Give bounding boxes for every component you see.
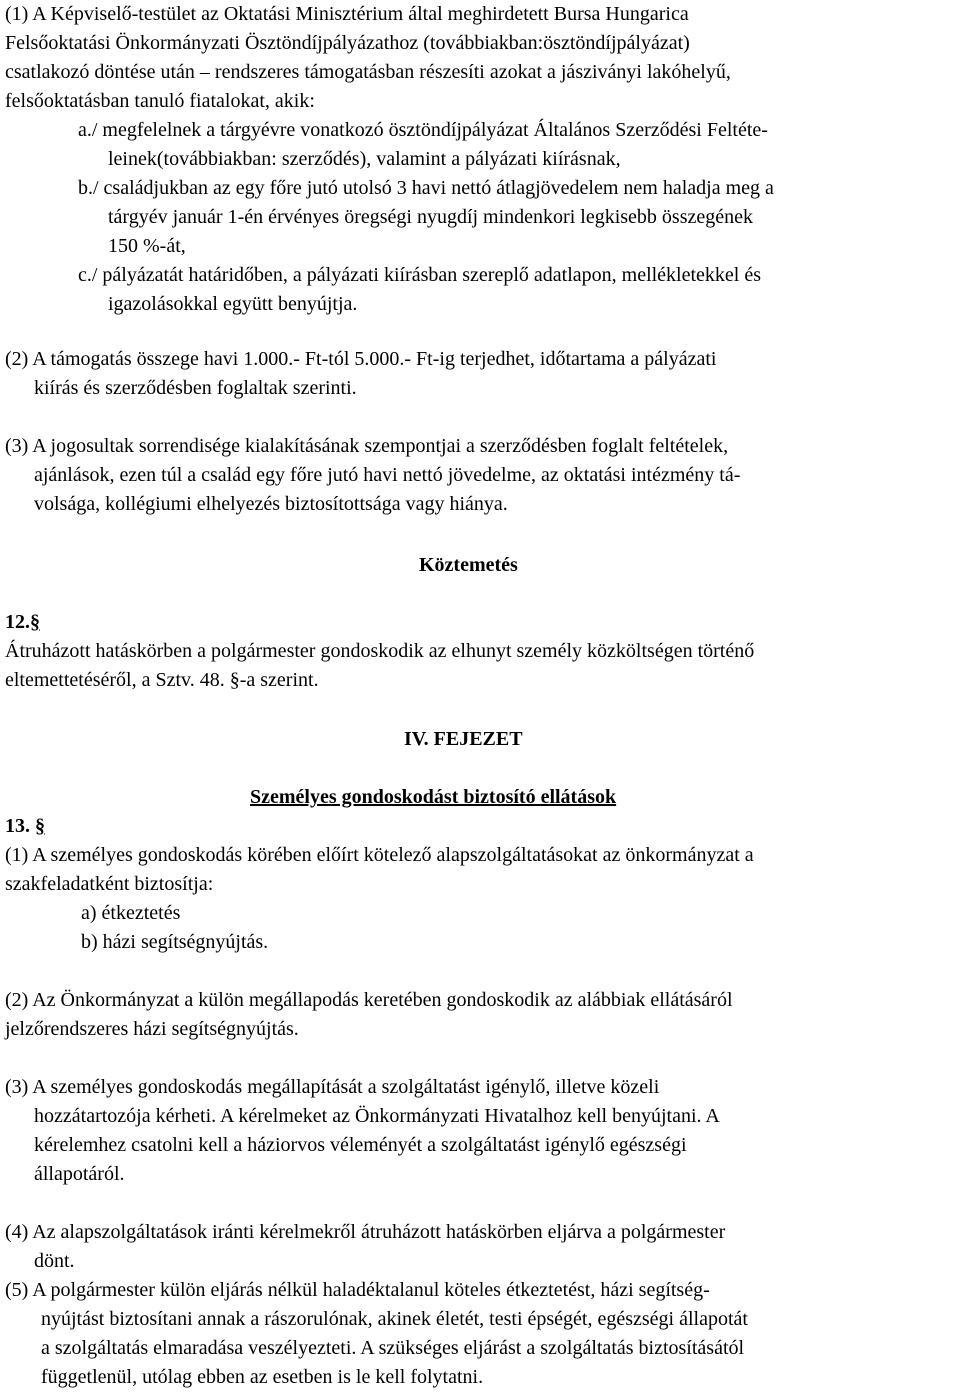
text-line: volsága, kollégiumi elhelyezés biztosítottsága vagy hiánya. bbox=[34, 493, 508, 515]
paragraph-3 bbox=[5, 432, 957, 519]
text-line: szakfeladatként biztosítja: bbox=[5, 873, 214, 895]
section-title-koztemetes: Köztemetés bbox=[419, 554, 518, 576]
text-line: (3) A személyes gondoskodás megállapítását a szolgáltatást igénylő, illetve közeli bbox=[5, 1076, 660, 1098]
section-13-p4 bbox=[5, 1218, 957, 1276]
text-line: kérelemhez csatolni kell a háziorvos véleményét a szolgáltatást igénylő egészségi bbox=[34, 1134, 687, 1156]
item-b bbox=[78, 174, 958, 261]
text-line: b./ családjukban az egy főre jutó utolsó 3 havi nettó átlagjövedelem nem haladja meg a bbox=[78, 177, 774, 199]
section-13-p5 bbox=[5, 1276, 957, 1392]
text-line: (5) A polgármester külön eljárás nélkül haladéktalanul köteles étkeztetést, házi segítség- bbox=[5, 1279, 710, 1301]
text-line: (1) A személyes gondoskodás körében előírt kötelező alapszolgáltatásokat az önkormányzat a bbox=[5, 844, 754, 866]
text-line: tárgyév január 1-én érvényes öregségi nyugdíj mindenkori legkisebb összegének bbox=[108, 206, 753, 228]
text-line: ajánlások, ezen túl a család egy főre jutó havi nettó jövedelme, az oktatási intézmény tá- bbox=[34, 464, 741, 486]
text-line: a szolgáltatás elmaradása veszélyezteti. A szükséges eljárást a szolgáltatás biztosításától bbox=[41, 1337, 745, 1359]
list-item: b) házi segítségnyújtás. bbox=[81, 931, 269, 953]
section-symbol: § bbox=[35, 815, 45, 837]
text-line: felsőoktatásban tanuló fiatalokat, akik: bbox=[5, 90, 315, 112]
text-line: 150 %-át, bbox=[108, 235, 186, 257]
list-item: a) étkeztetés bbox=[81, 902, 181, 924]
text-line: függetlenül, utólag ebben az esetben is le kell folytatni. bbox=[41, 1366, 484, 1388]
item-a bbox=[78, 116, 958, 174]
text-line: (2) A támogatás összege havi 1.000.- Ft-tól 5.000.- Ft-ig terjedhet, időtartama a pályázati bbox=[5, 348, 717, 370]
text-line: nyújtást biztosítani annak a rászorulónak, akinek életét, testi épségét, egészségi állapotát bbox=[41, 1308, 748, 1330]
text-line: c./ pályázatát határidőben, a pályázati kiírásban szereplő adatlapon, mellékletekkel és bbox=[78, 264, 762, 286]
text-line: (2) Az Önkormányzat a külön megállapodás keretében gondoskodik az alábbiak ellátásáról bbox=[5, 989, 733, 1011]
text-line: kiírás és szerződésben foglaltak szerinti. bbox=[34, 377, 357, 399]
text-line: (3) A jogosultak sorrendisége kialakításának szempontjai a szerződésben foglalt feltételek, bbox=[5, 435, 729, 457]
section-13-p2 bbox=[5, 986, 957, 1044]
text-line: dönt. bbox=[34, 1250, 75, 1272]
text-line: a./ megfelelnek a tárgyévre vonatkozó ösztöndíjpályázat Általános Szerződési Feltéte- bbox=[78, 119, 768, 141]
text-line: jelzőrendszeres házi segítségnyújtás. bbox=[5, 1018, 299, 1040]
text-line: igazolásokkal együtt benyújtja. bbox=[108, 293, 358, 315]
section-number: 12. bbox=[5, 611, 30, 633]
text-line: (4) Az alapszolgáltatások iránti kérelmekről átruházott hatáskörben eljárva a polgármester bbox=[5, 1221, 726, 1243]
section-12-text bbox=[5, 637, 957, 695]
chapter-subtitle: Személyes gondoskodást biztosító ellátások bbox=[250, 786, 617, 808]
section-symbol: § bbox=[30, 611, 40, 633]
section-13-p3 bbox=[5, 1073, 957, 1189]
text-line: Felsőoktatási Önkormányzati Ösztöndíjpályázathoz (továbbiakban:ösztöndíjpályázat) bbox=[5, 32, 690, 54]
section-number: 13. bbox=[5, 815, 30, 837]
paragraph-1 bbox=[5, 0, 957, 116]
chapter-title: IV. FEJEZET bbox=[404, 728, 523, 750]
text-line: hozzátartozója kérheti. A kérelmeket az Önkormányzati Hivatalhoz kell benyújtani. A bbox=[34, 1105, 720, 1127]
section-13-p1 bbox=[5, 841, 957, 957]
text-line: csatlakozó döntése után – rendszeres támogatásban részesíti azokat a jásziványi lakóhelyű, bbox=[5, 61, 731, 83]
item-c bbox=[78, 261, 958, 319]
text-line: állapotáról. bbox=[34, 1163, 125, 1185]
text-line: (1) A Képviselő-testület az Oktatási Minisztérium által meghirdetett Bursa Hungarica bbox=[5, 3, 689, 25]
paragraph-2 bbox=[5, 345, 957, 403]
text-line: leinek(továbbiakban: szerződés), valamint a pályázati kiírásnak, bbox=[108, 148, 621, 170]
text-line: Átruházott hatáskörben a polgármester gondoskodik az elhunyt személy közköltségen történő bbox=[5, 640, 755, 662]
text-line: eltemettetéséről, a Sztv. 48. §-a szerint. bbox=[5, 669, 319, 691]
section-13-heading bbox=[5, 812, 45, 841]
section-12-heading bbox=[5, 608, 40, 637]
